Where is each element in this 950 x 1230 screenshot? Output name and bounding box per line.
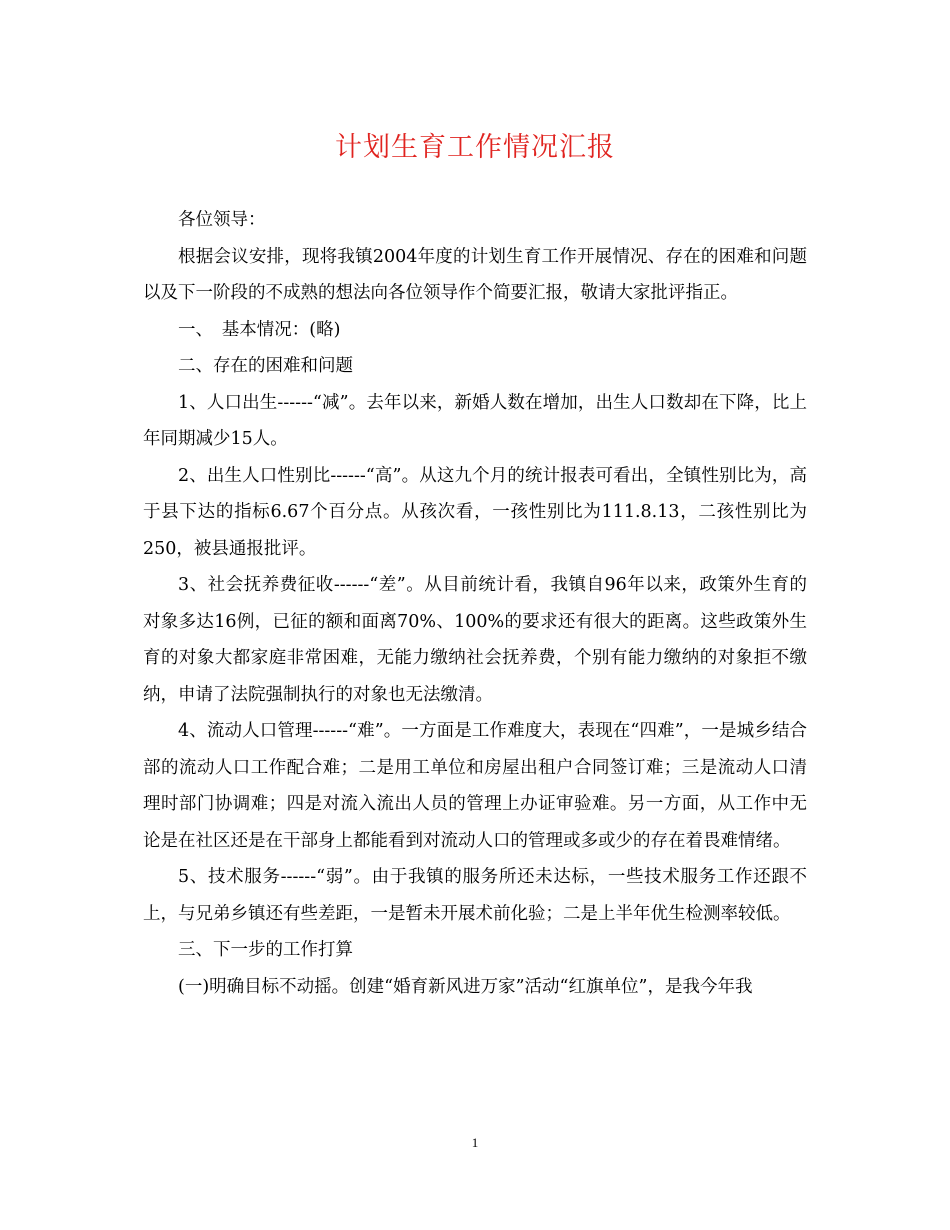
document-body	[143, 202, 807, 1005]
paragraph-item-2: 2、出生人口性别比------“高”。从这九个月的统计报表可看出，全镇性别比为，高于县下达的指标6.67个百分点。从孩次看，一孩性别比为111.8.13，二孩性别比为250，被县通报批评。	[143, 465, 807, 559]
salutation: 各位领导：	[178, 210, 266, 230]
intro-paragraph: 根据会议安排，现将我镇2004年度的计划生育工作开展情况、存在的困难和问题以及下一阶段的不成熟的想法向各位领导作个简要汇报，敬请大家批评指正。	[143, 246, 807, 303]
document-title: 计划生育工作情况汇报	[335, 132, 615, 163]
paragraph-item-3: 3、社会抚养费征收------“差”。从目前统计看，我镇自96年以来，政策外生育的对象多达16例，已征的额和面离70%、100%的要求还有很大的距离。这些政策外生育的对象大都家庭非常困难，无能力缴纳社会抚养费，个别有能力缴纳的对象拒不缴纳，申请了法院强制执行的对象也无法缴清。	[143, 575, 807, 705]
page-number: 1	[471, 1135, 479, 1150]
paragraph-item-4: 4、流动人口管理------“难”。一方面是工作难度大，表现在“四难”，一是城乡结合部的流动人口工作配合难；二是用工单位和房屋出租户合同签订难；三是流动人口清理时部门协调难；四是对流入流出人员的管理上办证审验难。另一方面，从工作中无论是在社区还是在干部身上都能看到对流动人口的管理或多或少的存在着畏难情绪。	[143, 721, 807, 851]
paragraph-item-1: 1、人口出生------“减”。去年以来，新婚人数在增加，出生人口数却在下降，比上年同期减少15人。	[143, 392, 807, 449]
section-heading-problems: 二、存在的困难和问题	[178, 356, 353, 376]
paragraph-item-5: 5、技术服务------“弱”。由于我镇的服务所还未达标，一些技术服务工作还跟不上，与兄弟乡镇还有些差距，一是暂未开展术前化验；二是上半年优生检测率较低。	[143, 867, 807, 924]
section-heading-plan: 三、下一步的工作打算	[178, 940, 353, 960]
paragraph-plan-1: (一)明确目标不动摇。创建“婚育新风进万家”活动“红旗单位”，是我今年我	[178, 976, 753, 997]
section-heading-basic: 一、 基本情况：(略)	[178, 319, 341, 340]
